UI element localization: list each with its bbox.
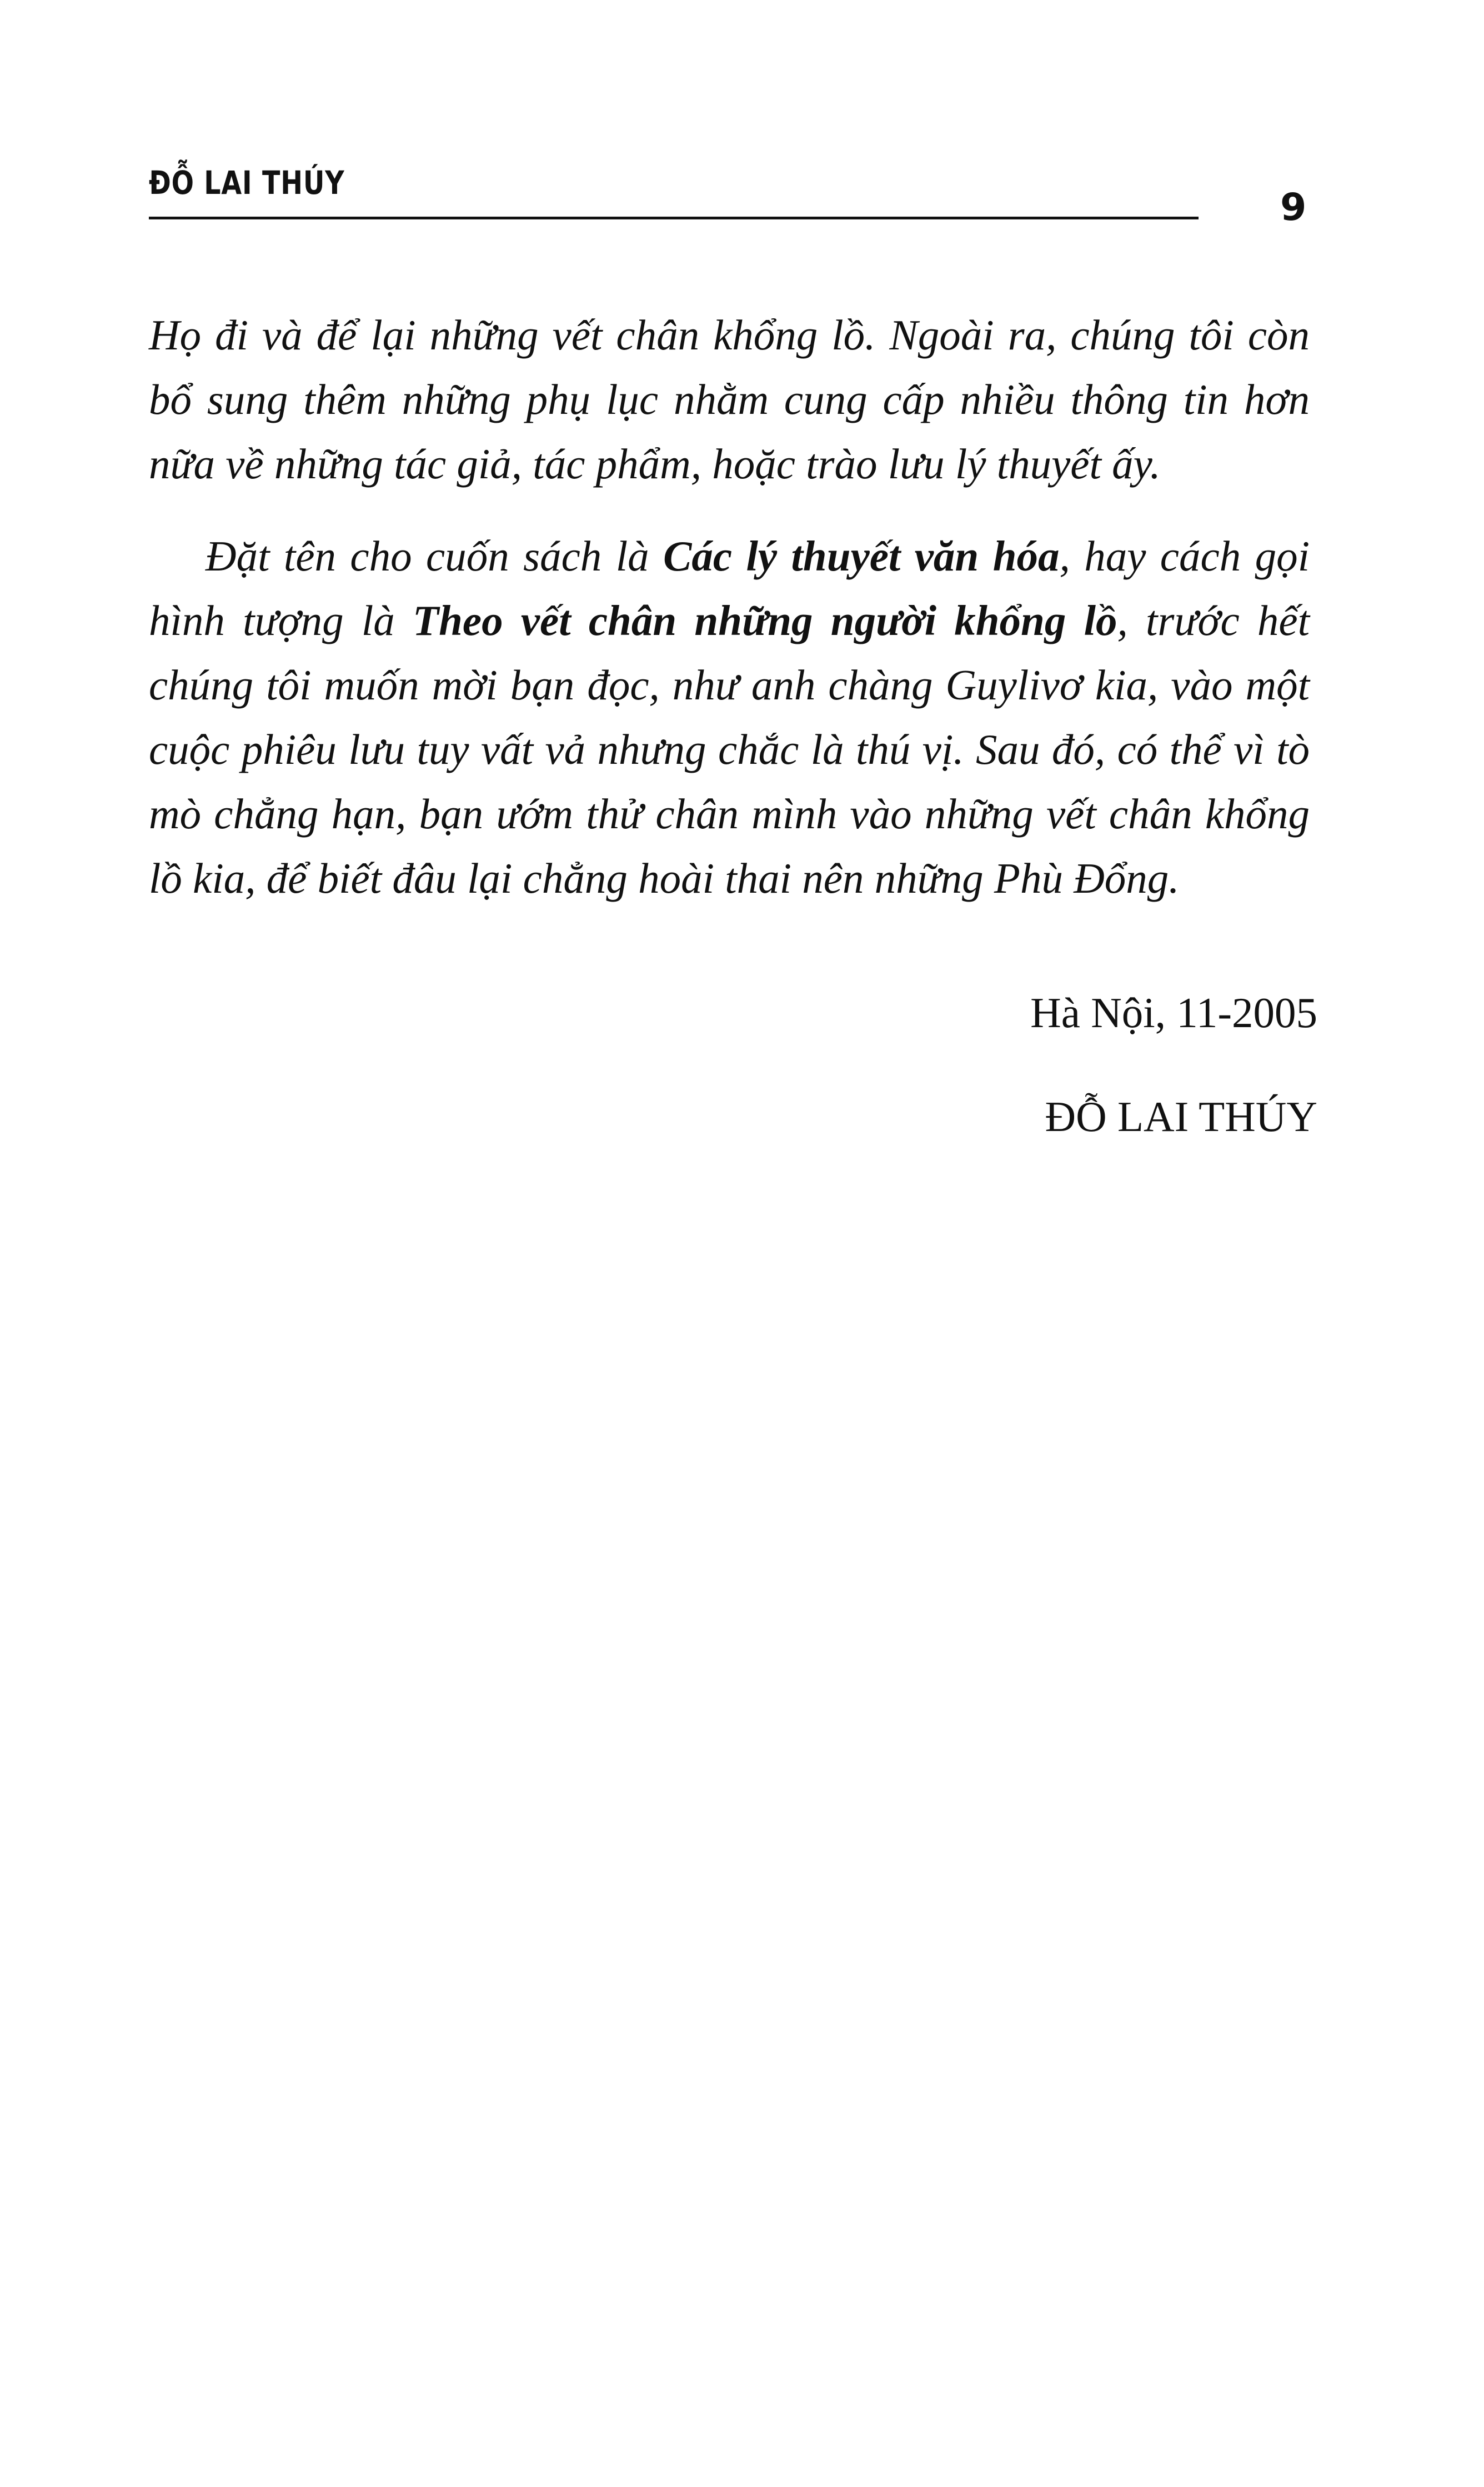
paragraph-2-part-1: Đặt tên cho cuốn sách là — [205, 532, 664, 580]
signoff — [1030, 989, 1317, 1199]
signoff-author: ĐỖ LAI THÚY — [1045, 1093, 1317, 1140]
book-title: Các lý thuyết văn hóa — [663, 532, 1060, 580]
paragraph-2-part-3: , trước hết chúng tôi muốn mời bạn đọc, như anh chàng Guylivơ kia, vào một cuộc phiêu lưu tuy vất vả nhưng chắc là thú vị. Sau đó, có thể vì tò mò chẳng hạn, bạn ướm thử chân mình vào những vết chân khổng lồ kia, để biết đâu lại chẳng hoài thai nên những Phù Đổng. — [149, 597, 1310, 902]
header-author: ĐỖ LAI THÚY — [149, 164, 345, 202]
body-text — [149, 303, 1310, 910]
signoff-place-date: Hà Nội, 11-2005 — [1030, 989, 1317, 1037]
paragraph-2 — [149, 524, 1310, 910]
figurative-title: Theo vết chân những người khổng lồ — [413, 597, 1117, 644]
paragraph-2-part-2: , hay cách gọi hình tượng là — [149, 532, 1310, 644]
paragraph-1: Họ đi và để lại những vết chân khổng lồ. Ngoài ra, chúng tôi còn bổ sung thêm những phụ lục nhằm cung cấp nhiều thông tin hơn nữa về những tác giả, tác phẩm, hoặc trào lưu lý thuyết ấy. — [149, 311, 1310, 488]
header-rule — [149, 217, 1199, 219]
running-header — [149, 164, 1199, 202]
page-number: 9 — [1280, 186, 1307, 229]
